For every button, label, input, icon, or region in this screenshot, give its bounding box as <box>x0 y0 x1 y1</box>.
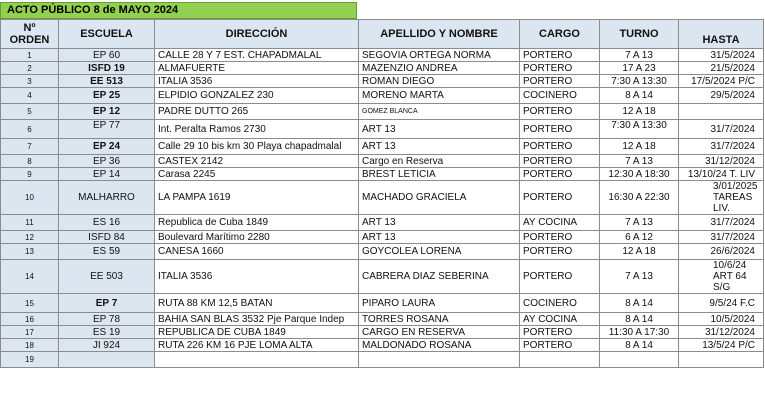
hasta-cell[interactable] <box>679 104 764 120</box>
col-header-escuela[interactable]: ESCUELA <box>59 20 155 49</box>
escuela-cell[interactable]: ISFD 84 <box>59 231 155 244</box>
turno-cell[interactable]: 12 A 18 <box>600 139 679 155</box>
table-row <box>1 181 764 215</box>
apellido-cell[interactable]: MACHADO GRACIELA <box>359 181 520 215</box>
turno-cell[interactable]: 7 A 13 <box>600 260 679 294</box>
col-header-cargo[interactable]: CARGO <box>520 20 600 49</box>
cargo-cell[interactable]: PORTERO <box>520 139 600 155</box>
direccion-cell[interactable]: ITALIA 3536 <box>155 260 359 294</box>
apellido-cell[interactable]: GOMEZ BLANCA <box>359 104 520 120</box>
row-number-cell[interactable]: 15 <box>1 294 59 313</box>
turno-cell[interactable]: 8 A 14 <box>600 88 679 104</box>
escuela-cell[interactable]: EP 14 <box>59 168 155 181</box>
cargo-cell[interactable]: PORTERO <box>520 155 600 168</box>
row-number-cell[interactable]: 5 <box>1 104 59 120</box>
table-row <box>1 88 764 104</box>
hasta-cell[interactable]: 17/5/2024 P/C <box>679 75 764 88</box>
table-row <box>1 104 764 120</box>
hasta-cell[interactable]: 31/7/2024 <box>679 120 764 139</box>
hasta-cell[interactable]: 3/01/2025 TAREAS LIV. <box>679 181 764 215</box>
apellido-cell[interactable]: ART 13 <box>359 120 520 139</box>
escuela-cell[interactable]: ES 16 <box>59 215 155 231</box>
turno-cell[interactable]: 6 A 12 <box>600 231 679 244</box>
direccion-cell[interactable]: Carasa 2245 <box>155 168 359 181</box>
row-number-cell[interactable]: 7 <box>1 139 59 155</box>
table-row <box>1 313 764 326</box>
table-row <box>1 339 764 352</box>
apellido-cell[interactable]: GOYCOLEA LORENA <box>359 244 520 260</box>
turno-cell[interactable]: 8 A 14 <box>600 339 679 352</box>
row-number-cell[interactable]: 4 <box>1 88 59 104</box>
escuela-cell[interactable]: JI 924 <box>59 339 155 352</box>
direccion-cell[interactable]: ALMAFUERTE <box>155 62 359 75</box>
direccion-cell[interactable]: ITALIA 3536 <box>155 75 359 88</box>
direccion-cell[interactable]: CASTEX 2142 <box>155 155 359 168</box>
cargo-cell[interactable]: PORTERO <box>520 260 600 294</box>
apellido-cell[interactable]: Cargo en Reserva <box>359 155 520 168</box>
hasta-cell[interactable]: 9/5/24 F.C <box>679 294 764 313</box>
turno-cell[interactable]: 8 A 14 <box>600 294 679 313</box>
hasta-cell[interactable] <box>679 352 764 368</box>
row-number-cell[interactable]: 9 <box>1 168 59 181</box>
direccion-cell[interactable]: CANESA 1660 <box>155 244 359 260</box>
escuela-cell[interactable]: EP 36 <box>59 155 155 168</box>
hasta-cell[interactable]: 31/7/2024 <box>679 215 764 231</box>
table-row <box>1 215 764 231</box>
direccion-cell[interactable]: Republica de Cuba 1849 <box>155 215 359 231</box>
col-header-turno[interactable]: TURNO <box>600 20 679 49</box>
cargo-cell[interactable]: PORTERO <box>520 244 600 260</box>
apellido-cell[interactable]: CABRERA DIAZ SEBERINA <box>359 260 520 294</box>
hasta-cell[interactable]: 10/6/24 ART 64 S/G <box>679 260 764 294</box>
table-row <box>1 139 764 155</box>
cargo-cell[interactable]: PORTERO <box>520 62 600 75</box>
table-row <box>1 168 764 181</box>
direccion-cell[interactable]: REPUBLICA DE CUBA 1849 <box>155 326 359 339</box>
apellido-cell[interactable]: TORRES ROSANA <box>359 313 520 326</box>
direccion-cell[interactable]: ELPIDIO GONZALEZ 230 <box>155 88 359 104</box>
escuela-cell[interactable]: EP 12 <box>59 104 155 120</box>
turno-cell[interactable]: 7 A 13 <box>600 215 679 231</box>
cargo-cell[interactable]: COCINERO <box>520 294 600 313</box>
apellido-cell[interactable]: ART 13 <box>359 215 520 231</box>
apellido-cell[interactable] <box>359 352 520 368</box>
cargo-cell[interactable]: PORTERO <box>520 339 600 352</box>
direccion-cell[interactable]: Boulevard Marítimo 2280 <box>155 231 359 244</box>
turno-cell[interactable]: 16:30 A 22:30 <box>600 181 679 215</box>
cargo-cell[interactable]: AY COCINA <box>520 215 600 231</box>
row-number-cell[interactable]: 13 <box>1 244 59 260</box>
direccion-cell[interactable]: Int. Peralta Ramos 2730 <box>155 120 359 139</box>
cargo-cell[interactable]: PORTERO <box>520 75 600 88</box>
direccion-cell[interactable]: RUTA 226 KM 16 PJE LOMA ALTA <box>155 339 359 352</box>
cargo-cell[interactable]: PORTERO <box>520 49 600 62</box>
cargo-cell[interactable]: PORTERO <box>520 326 600 339</box>
row-number-cell[interactable]: 19 <box>1 352 59 368</box>
escuela-cell[interactable]: ES 19 <box>59 326 155 339</box>
turno-cell[interactable]: 7 A 13 <box>600 49 679 62</box>
escuela-cell[interactable]: ISFD 19 <box>59 62 155 75</box>
escuela-cell[interactable] <box>59 352 155 368</box>
direccion-cell[interactable]: BAHIA SAN BLAS 3532 Pje Parque Indep <box>155 313 359 326</box>
direccion-cell[interactable]: Calle 29 10 bis km 30 Playa chapadmalal <box>155 139 359 155</box>
hasta-cell[interactable]: 31/7/2024 <box>679 139 764 155</box>
turno-cell[interactable]: 12 A 18 <box>600 244 679 260</box>
cargo-cell[interactable]: PORTERO <box>520 231 600 244</box>
cargo-cell[interactable] <box>520 352 600 368</box>
hasta-cell[interactable]: 29/5/2024 <box>679 88 764 104</box>
apellido-cell[interactable]: MORENO MARTA <box>359 88 520 104</box>
escuela-cell[interactable]: EE 513 <box>59 75 155 88</box>
table-row <box>1 155 764 168</box>
hasta-cell[interactable]: 31/12/2024 <box>679 326 764 339</box>
table-row <box>1 62 764 75</box>
apellido-cell[interactable]: SEGOVIA ORTEGA NORMA <box>359 49 520 62</box>
assignments-table <box>0 19 764 368</box>
escuela-cell[interactable]: EE 503 <box>59 260 155 294</box>
table-row <box>1 244 764 260</box>
row-number-cell[interactable]: 11 <box>1 215 59 231</box>
escuela-cell[interactable]: EP 78 <box>59 313 155 326</box>
escuela-cell[interactable]: EP 60 <box>59 49 155 62</box>
escuela-cell[interactable]: ES 59 <box>59 244 155 260</box>
escuela-cell[interactable]: EP 25 <box>59 88 155 104</box>
turno-cell[interactable]: 7 A 13 <box>600 155 679 168</box>
row-number-cell[interactable]: 8 <box>1 155 59 168</box>
row-number-cell[interactable]: 17 <box>1 326 59 339</box>
turno-cell[interactable]: 11:30 A 17:30 <box>600 326 679 339</box>
hasta-cell[interactable]: 26/6/2024 <box>679 244 764 260</box>
header-row <box>1 20 764 49</box>
escuela-cell[interactable]: EP 7 <box>59 294 155 313</box>
apellido-cell[interactable]: ROMAN DIEGO <box>359 75 520 88</box>
escuela-cell[interactable]: EP 77 <box>59 120 155 139</box>
table-row <box>1 294 764 313</box>
turno-cell[interactable]: 7:30 A 13:30 <box>600 75 679 88</box>
row-number-cell[interactable]: 16 <box>1 313 59 326</box>
cargo-cell[interactable]: PORTERO <box>520 168 600 181</box>
cargo-cell[interactable]: AY COCINA <box>520 313 600 326</box>
table-row <box>1 231 764 244</box>
direccion-cell[interactable]: PADRE DUTTO 265 <box>155 104 359 120</box>
col-header-apellido[interactable]: APELLIDO Y NOMBRE <box>359 20 520 49</box>
hasta-cell[interactable]: 13/5/24 P/C <box>679 339 764 352</box>
direccion-cell[interactable] <box>155 352 359 368</box>
cargo-cell[interactable]: PORTERO <box>520 181 600 215</box>
apellido-cell[interactable]: CARGO EN RESERVA <box>359 326 520 339</box>
table-row <box>1 49 764 62</box>
row-number-cell[interactable]: 2 <box>1 62 59 75</box>
hasta-cell[interactable]: 13/10/24 T. LIV <box>679 168 764 181</box>
cargo-cell[interactable]: PORTERO <box>520 104 600 120</box>
turno-cell[interactable]: 8 A 14 <box>600 313 679 326</box>
col-header-orden[interactable]: Nº ORDEN <box>1 20 59 49</box>
direccion-cell[interactable]: LA PAMPA 1619 <box>155 181 359 215</box>
turno-cell[interactable]: 12 A 18 <box>600 104 679 120</box>
direccion-cell[interactable]: RUTA 88 KM 12,5 BATAN <box>155 294 359 313</box>
row-number-cell[interactable]: 10 <box>1 181 59 215</box>
col-header-hasta[interactable]: HASTA <box>679 20 764 49</box>
row-number-cell[interactable]: 1 <box>1 49 59 62</box>
direccion-cell[interactable]: CALLE 28 Y 7 EST. CHAPADMALAL <box>155 49 359 62</box>
turno-cell[interactable]: 7:30 A 13:30 <box>600 120 679 139</box>
apellido-cell[interactable]: ART 13 <box>359 231 520 244</box>
row-number-cell[interactable]: 18 <box>1 339 59 352</box>
table-row <box>1 75 764 88</box>
cargo-cell[interactable]: PORTERO <box>520 120 600 139</box>
cargo-cell[interactable]: COCINERO <box>520 88 600 104</box>
row-number-cell[interactable]: 14 <box>1 260 59 294</box>
escuela-cell[interactable]: EP 24 <box>59 139 155 155</box>
hasta-cell[interactable]: 21/5/2024 <box>679 62 764 75</box>
table-row <box>1 260 764 294</box>
row-number-cell[interactable]: 6 <box>1 120 59 139</box>
turno-cell[interactable] <box>600 352 679 368</box>
apellido-cell[interactable]: PIPARO LAURA <box>359 294 520 313</box>
hasta-cell[interactable]: 31/7/2024 <box>679 231 764 244</box>
sheet-title: ACTO PÚBLICO 8 de MAYO 2024 <box>0 2 357 19</box>
table-row <box>1 120 764 139</box>
apellido-cell[interactable]: MAZENZIO ANDREA <box>359 62 520 75</box>
turno-cell[interactable]: 17 A 23 <box>600 62 679 75</box>
turno-cell[interactable]: 12:30 A 18:30 <box>600 168 679 181</box>
hasta-cell[interactable]: 31/5/2024 <box>679 49 764 62</box>
table-row <box>1 352 764 368</box>
row-number-cell[interactable]: 3 <box>1 75 59 88</box>
apellido-cell[interactable]: BREST LETICIA <box>359 168 520 181</box>
escuela-cell[interactable]: MALHARRO <box>59 181 155 215</box>
row-number-cell[interactable]: 12 <box>1 231 59 244</box>
apellido-cell[interactable]: ART 13 <box>359 139 520 155</box>
col-header-direccion[interactable]: DIRECCIÓN <box>155 20 359 49</box>
table-row <box>1 326 764 339</box>
hasta-cell[interactable]: 10/5/2024 <box>679 313 764 326</box>
hasta-cell[interactable]: 31/12/2024 <box>679 155 764 168</box>
apellido-cell[interactable]: MALDONADO ROSANA <box>359 339 520 352</box>
